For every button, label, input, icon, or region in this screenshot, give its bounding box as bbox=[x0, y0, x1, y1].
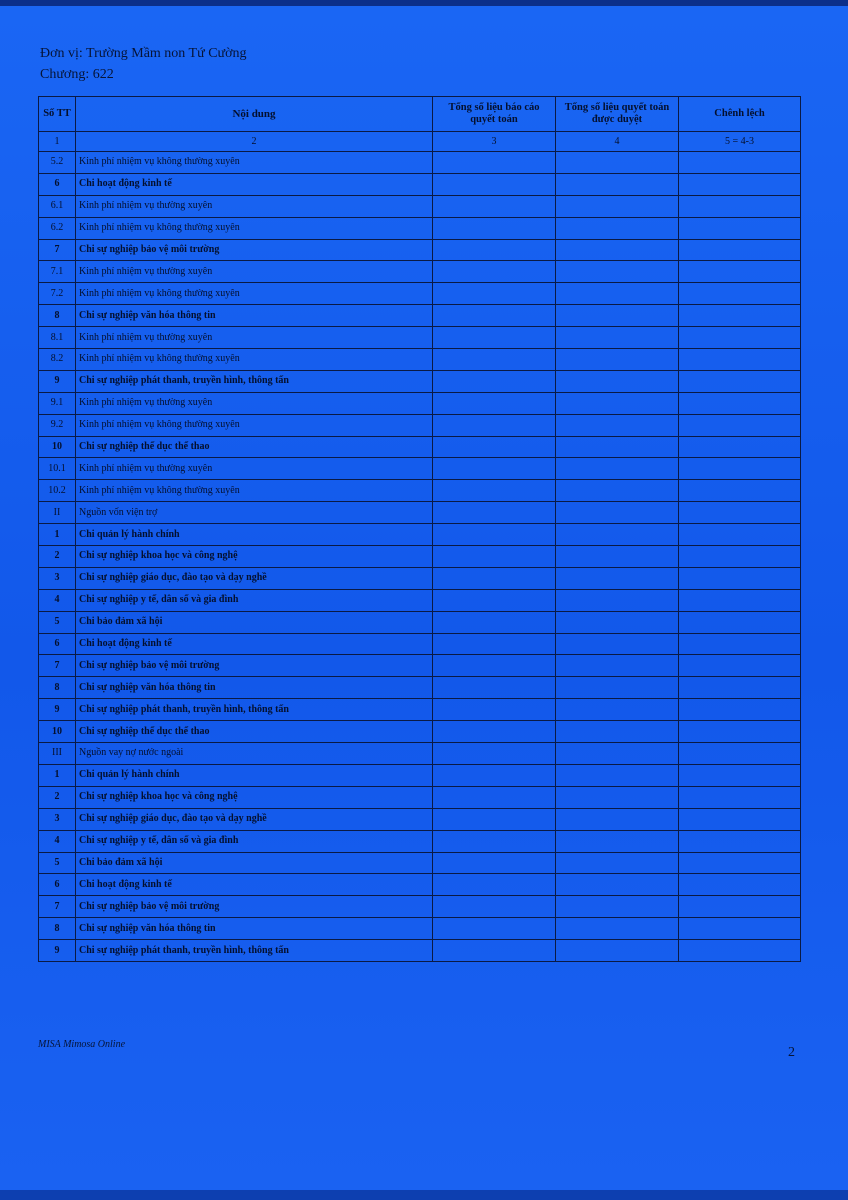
column-index-5: 5 = 4-3 bbox=[679, 132, 801, 152]
row-content: Kinh phí nhiệm vụ không thường xuyên bbox=[76, 480, 433, 502]
row-stt: 9 bbox=[39, 699, 76, 721]
row-approved-total bbox=[556, 480, 679, 502]
row-content: Chi sự nghiệp thể dục thể thao bbox=[76, 436, 433, 458]
column-header-stt: Số TT bbox=[39, 97, 76, 132]
row-content: Chi sự nghiệp y tế, dân số và gia đình bbox=[76, 589, 433, 611]
row-approved-total bbox=[556, 655, 679, 677]
table-row bbox=[39, 436, 801, 458]
row-difference bbox=[679, 392, 801, 414]
row-content: Chi quản lý hành chính bbox=[76, 764, 433, 786]
row-approved-total bbox=[556, 721, 679, 743]
table-row bbox=[39, 261, 801, 283]
column-header-approved-total: Tổng số liệu quyết toán được duyệt bbox=[556, 97, 679, 132]
row-difference bbox=[679, 349, 801, 371]
row-reported-total bbox=[433, 261, 556, 283]
row-stt: 4 bbox=[39, 830, 76, 852]
row-stt: 1 bbox=[39, 524, 76, 546]
row-approved-total bbox=[556, 611, 679, 633]
table-row bbox=[39, 721, 801, 743]
row-reported-total bbox=[433, 896, 556, 918]
row-stt: 3 bbox=[39, 567, 76, 589]
row-content: Chi bảo đảm xã hội bbox=[76, 852, 433, 874]
row-reported-total bbox=[433, 611, 556, 633]
row-content: Chi sự nghiệp văn hóa thông tin bbox=[76, 677, 433, 699]
row-content: Kinh phí nhiệm vụ không thường xuyên bbox=[76, 283, 433, 305]
table-row bbox=[39, 611, 801, 633]
row-approved-total bbox=[556, 173, 679, 195]
row-difference bbox=[679, 743, 801, 765]
row-approved-total bbox=[556, 743, 679, 765]
table-row bbox=[39, 370, 801, 392]
row-content: Kinh phí nhiệm vụ thường xuyên bbox=[76, 261, 433, 283]
row-difference bbox=[679, 414, 801, 436]
row-difference bbox=[679, 195, 801, 217]
software-footer: MISA Mimosa Online bbox=[38, 1039, 126, 1050]
row-difference bbox=[679, 261, 801, 283]
table-row bbox=[39, 283, 801, 305]
row-approved-total bbox=[556, 283, 679, 305]
row-reported-total bbox=[433, 852, 556, 874]
row-stt: 8 bbox=[39, 677, 76, 699]
row-approved-total bbox=[556, 940, 679, 962]
row-approved-total bbox=[556, 786, 679, 808]
row-approved-total bbox=[556, 370, 679, 392]
column-index-1: 1 bbox=[39, 132, 76, 152]
row-content: Chi sự nghiệp bảo vệ môi trường bbox=[76, 655, 433, 677]
row-stt: 2 bbox=[39, 546, 76, 568]
row-difference bbox=[679, 436, 801, 458]
row-approved-total bbox=[556, 764, 679, 786]
table-row bbox=[39, 173, 801, 195]
row-reported-total bbox=[433, 283, 556, 305]
row-approved-total bbox=[556, 392, 679, 414]
row-content: Nguồn vay nợ nước ngoài bbox=[76, 743, 433, 765]
row-reported-total bbox=[433, 677, 556, 699]
table-row bbox=[39, 524, 801, 546]
table-row bbox=[39, 874, 801, 896]
row-difference bbox=[679, 217, 801, 239]
table-row bbox=[39, 567, 801, 589]
row-content: Chi hoạt động kinh tế bbox=[76, 633, 433, 655]
row-stt: 6 bbox=[39, 874, 76, 896]
table-row bbox=[39, 940, 801, 962]
table-body bbox=[39, 152, 801, 962]
row-difference bbox=[679, 611, 801, 633]
row-approved-total bbox=[556, 699, 679, 721]
row-approved-total bbox=[556, 874, 679, 896]
row-difference bbox=[679, 546, 801, 568]
table-row bbox=[39, 743, 801, 765]
table-row bbox=[39, 217, 801, 239]
row-reported-total bbox=[433, 414, 556, 436]
row-difference bbox=[679, 677, 801, 699]
row-stt: 1 bbox=[39, 764, 76, 786]
table-row bbox=[39, 808, 801, 830]
row-stt: 9 bbox=[39, 370, 76, 392]
row-stt: 3 bbox=[39, 808, 76, 830]
row-difference bbox=[679, 786, 801, 808]
row-difference bbox=[679, 502, 801, 524]
column-header-content: Nội dung bbox=[76, 97, 433, 132]
row-stt: 9.2 bbox=[39, 414, 76, 436]
chapter-label: Chương: 622 bbox=[40, 67, 114, 82]
row-reported-total bbox=[433, 480, 556, 502]
row-content: Kinh phí nhiệm vụ không thường xuyên bbox=[76, 349, 433, 371]
row-stt: 8 bbox=[39, 305, 76, 327]
table-row bbox=[39, 480, 801, 502]
row-stt: 7.2 bbox=[39, 283, 76, 305]
row-difference bbox=[679, 874, 801, 896]
row-reported-total bbox=[433, 173, 556, 195]
row-approved-total bbox=[556, 239, 679, 261]
row-reported-total bbox=[433, 589, 556, 611]
row-approved-total bbox=[556, 896, 679, 918]
row-approved-total bbox=[556, 305, 679, 327]
row-content: Chi sự nghiệp giáo dục, đào tạo và dạy nghề bbox=[76, 567, 433, 589]
row-stt: 10.2 bbox=[39, 480, 76, 502]
row-content: Kinh phí nhiệm vụ thường xuyên bbox=[76, 392, 433, 414]
row-content: Chi sự nghiệp văn hóa thông tin bbox=[76, 305, 433, 327]
row-content: Kinh phí nhiệm vụ thường xuyên bbox=[76, 195, 433, 217]
row-approved-total bbox=[556, 349, 679, 371]
row-reported-total bbox=[433, 524, 556, 546]
table-row bbox=[39, 349, 801, 371]
row-reported-total bbox=[433, 567, 556, 589]
page-top-edge bbox=[0, 0, 848, 6]
row-stt: 6.2 bbox=[39, 217, 76, 239]
row-reported-total bbox=[433, 327, 556, 349]
row-stt: 9 bbox=[39, 940, 76, 962]
row-stt: 9.1 bbox=[39, 392, 76, 414]
row-difference bbox=[679, 370, 801, 392]
row-reported-total bbox=[433, 458, 556, 480]
column-index-4: 4 bbox=[556, 132, 679, 152]
row-reported-total bbox=[433, 436, 556, 458]
column-index-2: 2 bbox=[76, 132, 433, 152]
column-index-3: 3 bbox=[433, 132, 556, 152]
row-content: Kinh phí nhiệm vụ không thường xuyên bbox=[76, 152, 433, 174]
row-content: Chi sự nghiệp phát thanh, truyền hình, thông tấn bbox=[76, 370, 433, 392]
row-approved-total bbox=[556, 327, 679, 349]
row-reported-total bbox=[433, 546, 556, 568]
row-approved-total bbox=[556, 195, 679, 217]
row-reported-total bbox=[433, 392, 556, 414]
row-difference bbox=[679, 721, 801, 743]
row-reported-total bbox=[433, 918, 556, 940]
row-stt: 5.2 bbox=[39, 152, 76, 174]
table-row bbox=[39, 305, 801, 327]
table-header-row bbox=[39, 97, 801, 132]
row-stt: 8.1 bbox=[39, 327, 76, 349]
row-approved-total bbox=[556, 633, 679, 655]
row-stt: 6 bbox=[39, 633, 76, 655]
row-content: Chi hoạt động kinh tế bbox=[76, 874, 433, 896]
table-row bbox=[39, 896, 801, 918]
row-difference bbox=[679, 852, 801, 874]
row-content: Chi sự nghiệp y tế, dân số và gia đình bbox=[76, 830, 433, 852]
row-content: Chi sự nghiệp phát thanh, truyền hình, thông tấn bbox=[76, 699, 433, 721]
row-stt: 10 bbox=[39, 436, 76, 458]
row-difference bbox=[679, 305, 801, 327]
table-row bbox=[39, 786, 801, 808]
row-reported-total bbox=[433, 195, 556, 217]
row-content: Chi sự nghiệp bảo vệ môi trường bbox=[76, 896, 433, 918]
row-stt: 4 bbox=[39, 589, 76, 611]
table-row bbox=[39, 195, 801, 217]
row-approved-total bbox=[556, 546, 679, 568]
row-stt: 10.1 bbox=[39, 458, 76, 480]
row-approved-total bbox=[556, 677, 679, 699]
row-stt: 2 bbox=[39, 786, 76, 808]
row-difference bbox=[679, 283, 801, 305]
row-content: Chi hoạt động kinh tế bbox=[76, 173, 433, 195]
row-reported-total bbox=[433, 305, 556, 327]
row-difference bbox=[679, 830, 801, 852]
row-approved-total bbox=[556, 830, 679, 852]
row-stt: 5 bbox=[39, 611, 76, 633]
row-approved-total bbox=[556, 502, 679, 524]
row-difference bbox=[679, 567, 801, 589]
row-approved-total bbox=[556, 808, 679, 830]
row-difference bbox=[679, 808, 801, 830]
row-content: Chi sự nghiệp văn hóa thông tin bbox=[76, 918, 433, 940]
table-row bbox=[39, 918, 801, 940]
row-reported-total bbox=[433, 349, 556, 371]
table-row bbox=[39, 699, 801, 721]
table-row bbox=[39, 502, 801, 524]
row-reported-total bbox=[433, 743, 556, 765]
table-row bbox=[39, 677, 801, 699]
row-approved-total bbox=[556, 261, 679, 283]
row-reported-total bbox=[433, 764, 556, 786]
row-difference bbox=[679, 699, 801, 721]
row-content: Chi sự nghiệp phát thanh, truyền hình, thông tấn bbox=[76, 940, 433, 962]
row-reported-total bbox=[433, 830, 556, 852]
row-difference bbox=[679, 524, 801, 546]
row-content: Kinh phí nhiệm vụ không thường xuyên bbox=[76, 414, 433, 436]
row-approved-total bbox=[556, 918, 679, 940]
row-difference bbox=[679, 655, 801, 677]
row-difference bbox=[679, 896, 801, 918]
row-difference bbox=[679, 327, 801, 349]
row-approved-total bbox=[556, 524, 679, 546]
row-approved-total bbox=[556, 436, 679, 458]
row-content: Nguồn vốn viện trợ bbox=[76, 502, 433, 524]
table-row bbox=[39, 327, 801, 349]
row-content: Chi sự nghiệp khoa học và công nghệ bbox=[76, 546, 433, 568]
row-stt: 10 bbox=[39, 721, 76, 743]
row-difference bbox=[679, 152, 801, 174]
row-stt: 5 bbox=[39, 852, 76, 874]
row-reported-total bbox=[433, 239, 556, 261]
row-difference bbox=[679, 633, 801, 655]
column-header-difference: Chênh lệch bbox=[679, 97, 801, 132]
row-stt: 6.1 bbox=[39, 195, 76, 217]
row-stt: 8.2 bbox=[39, 349, 76, 371]
page-bottom-edge bbox=[0, 1190, 848, 1200]
row-stt: 7.1 bbox=[39, 261, 76, 283]
row-reported-total bbox=[433, 699, 556, 721]
row-reported-total bbox=[433, 721, 556, 743]
row-content: Kinh phí nhiệm vụ không thường xuyên bbox=[76, 217, 433, 239]
row-reported-total bbox=[433, 370, 556, 392]
row-reported-total bbox=[433, 655, 556, 677]
row-approved-total bbox=[556, 414, 679, 436]
table-row bbox=[39, 546, 801, 568]
row-stt: II bbox=[39, 502, 76, 524]
table-row bbox=[39, 633, 801, 655]
row-approved-total bbox=[556, 852, 679, 874]
row-difference bbox=[679, 940, 801, 962]
row-reported-total bbox=[433, 940, 556, 962]
row-content: Chi sự nghiệp thể dục thể thao bbox=[76, 721, 433, 743]
row-stt: 6 bbox=[39, 173, 76, 195]
row-stt: 7 bbox=[39, 239, 76, 261]
row-difference bbox=[679, 589, 801, 611]
row-approved-total bbox=[556, 217, 679, 239]
row-stt: 8 bbox=[39, 918, 76, 940]
row-reported-total bbox=[433, 502, 556, 524]
row-reported-total bbox=[433, 874, 556, 896]
row-content: Chi sự nghiệp giáo dục, đào tạo và dạy nghề bbox=[76, 808, 433, 830]
row-reported-total bbox=[433, 633, 556, 655]
table-row bbox=[39, 152, 801, 174]
row-reported-total bbox=[433, 808, 556, 830]
row-content: Kinh phí nhiệm vụ thường xuyên bbox=[76, 458, 433, 480]
row-approved-total bbox=[556, 152, 679, 174]
row-content: Kinh phí nhiệm vụ thường xuyên bbox=[76, 327, 433, 349]
row-approved-total bbox=[556, 589, 679, 611]
table-row bbox=[39, 589, 801, 611]
table-row bbox=[39, 392, 801, 414]
column-index-row bbox=[39, 132, 801, 152]
row-difference bbox=[679, 173, 801, 195]
column-header-reported-total: Tổng số liệu báo cáo quyết toán bbox=[433, 97, 556, 132]
unit-label: Đơn vị: Trường Mầm non Tứ Cường bbox=[40, 46, 247, 61]
row-stt: 7 bbox=[39, 896, 76, 918]
row-difference bbox=[679, 239, 801, 261]
table-row bbox=[39, 830, 801, 852]
settlement-table bbox=[38, 96, 801, 962]
row-difference bbox=[679, 458, 801, 480]
table-row bbox=[39, 239, 801, 261]
row-stt: 7 bbox=[39, 655, 76, 677]
row-difference bbox=[679, 480, 801, 502]
table-row bbox=[39, 458, 801, 480]
row-approved-total bbox=[556, 567, 679, 589]
row-content: Chi quản lý hành chính bbox=[76, 524, 433, 546]
row-reported-total bbox=[433, 786, 556, 808]
table-row bbox=[39, 764, 801, 786]
row-difference bbox=[679, 764, 801, 786]
row-reported-total bbox=[433, 152, 556, 174]
row-approved-total bbox=[556, 458, 679, 480]
page-number: 2 bbox=[788, 1045, 795, 1060]
row-content: Chi sự nghiệp khoa học và công nghệ bbox=[76, 786, 433, 808]
table-row bbox=[39, 655, 801, 677]
table-row bbox=[39, 414, 801, 436]
row-content: Chi bảo đảm xã hội bbox=[76, 611, 433, 633]
row-content: Chi sự nghiệp bảo vệ môi trường bbox=[76, 239, 433, 261]
table-row bbox=[39, 852, 801, 874]
row-difference bbox=[679, 918, 801, 940]
row-stt: III bbox=[39, 743, 76, 765]
row-reported-total bbox=[433, 217, 556, 239]
